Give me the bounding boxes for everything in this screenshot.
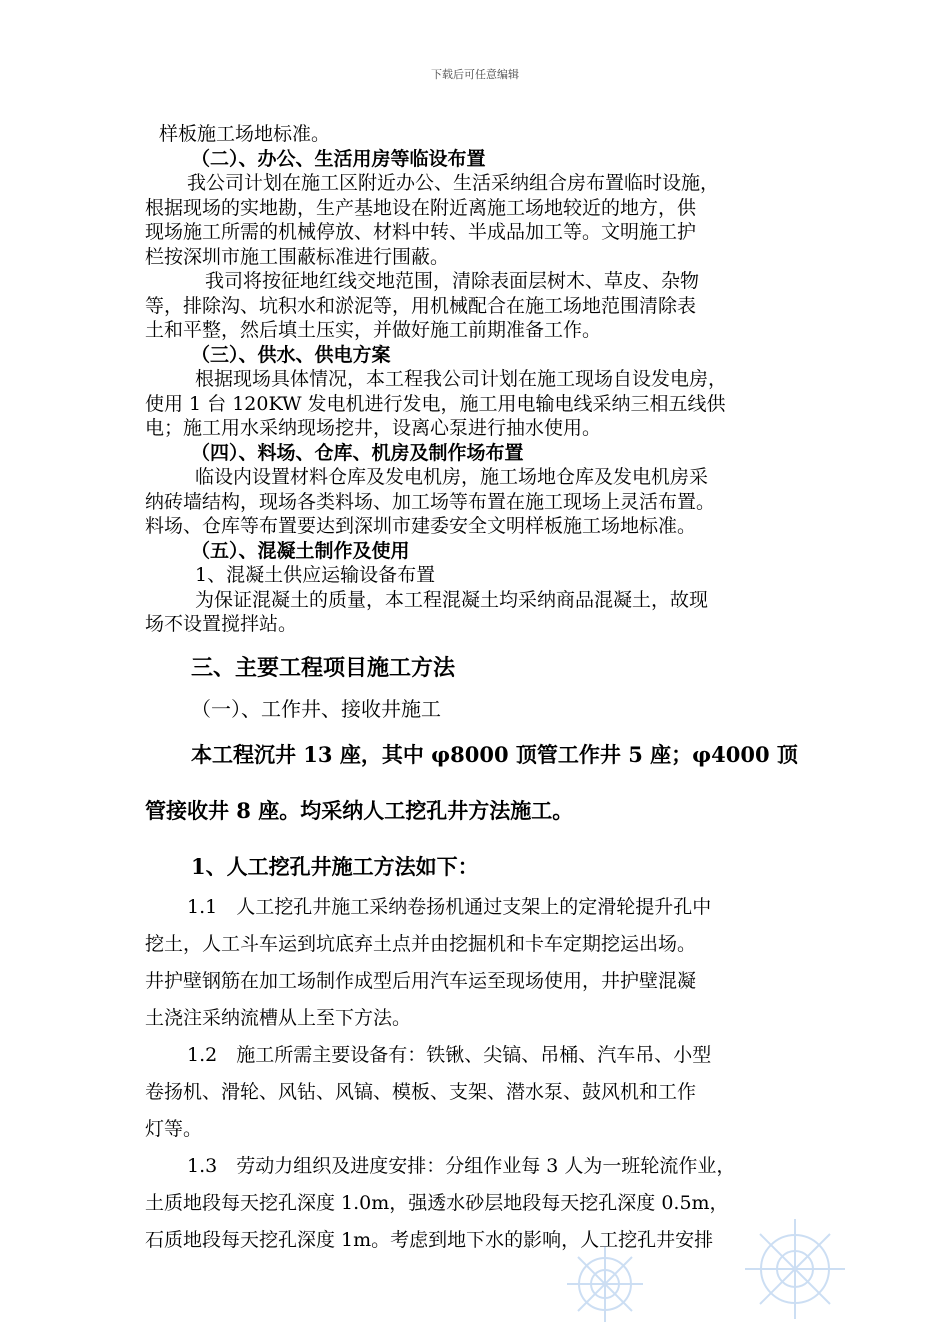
paragraph-line: 电；施工用水采纳现场挖井，设离心泵进行抽水使用。 — [145, 417, 602, 439]
paragraph-line: 根据现场具体情况，本工程我公司计划在施工现场自设发电房， — [195, 368, 728, 390]
paragraph-line: 土和平整，然后填土压实，并做好施工前期准备工作。 — [145, 319, 602, 341]
paragraph-line: 石质地段每天挖孔深度 1m。考虑到地下水的影响，人工挖孔井安排 — [145, 1228, 714, 1251]
paragraph-line: 栏按深圳市施工围蔽标准进行围蔽。 — [145, 245, 450, 268]
paragraph-line: 临设内设置材料仓库及发电机房，施工场地仓库及发电机房采 — [195, 466, 709, 488]
paragraph-line: 挖土，人工斗车运到坑底弃土点并由挖掘机和卡车定期挖运出场。 — [145, 932, 697, 955]
document-body — [145, 122, 825, 1259]
paragraph-line: 卷扬机、滑轮、风钻、风镐、模板、支架、潜水泵、鼓风机和工作 — [145, 1080, 697, 1103]
paragraph-line: 1、混凝土供应运输设备布置 — [195, 564, 436, 586]
paragraph-line: 为保证混凝土的质量，本工程混凝土均采纳商品混凝土，故现 — [195, 588, 709, 611]
chapter-heading: 三、主要工程项目施工方法 — [191, 654, 456, 681]
snowflake-watermark-icon — [545, 1214, 865, 1324]
page-header: 下载后可任意编辑 — [431, 68, 519, 81]
paragraph-line: 纳砖墙结构，现场各类料场、加工场等布置在施工现场上灵活布置。 — [145, 490, 716, 513]
section-heading-office: （二）、办公、生活用房等临设布置 — [191, 147, 486, 170]
paragraph-line: 使用 1 台 120KW 发电机进行发电，施工用电输电线采纳三相五线供 — [145, 392, 726, 415]
section-heading-yard: （四）、料场、仓库、机房及制作场布置 — [191, 441, 524, 464]
paragraph-line-bold: 本工程沉井 13 座，其中 φ8000 顶管工作井 5 座；φ4000 顶 — [191, 741, 798, 767]
paragraph-line: 料场、仓库等布置要达到深圳市建委安全文明样板施工场地标准。 — [145, 515, 697, 537]
paragraph-line: 场不设置搅拌站。 — [145, 613, 298, 635]
paragraph-line: 土质地段每天挖孔深度 1.0m，强透水砂层地段每天挖孔深度 0.5m， — [145, 1191, 729, 1214]
section-heading-concrete: （五）、混凝土制作及使用 — [191, 539, 410, 562]
paragraph-line: 1.1 人工挖孔井施工采纳卷扬机通过支架上的定滑轮提升孔中 — [187, 895, 712, 918]
paragraph-line: 灯等。 — [145, 1117, 203, 1140]
paragraph-line: 土浇注采纳流槽从上至下方法。 — [145, 1006, 412, 1029]
subsection-heading-manual: 1、人工挖孔井施工方法如下： — [191, 853, 479, 879]
paragraph-line: 根据现场的实地勘，生产基地设在附近离施工场地较近的地方，供 — [145, 196, 697, 219]
paragraph-line: 井护壁钢筋在加工场制作成型后用汽车运至现场使用，井护壁混凝 — [145, 969, 697, 992]
paragraph-line-bold: 管接收井 8 座。均采纳人工挖孔井方法施工。 — [145, 797, 574, 823]
paragraph-line: 我公司计划在施工区附近办公、生活采纳组合房布置临时设施， — [187, 172, 720, 194]
paragraph-line: 我司将按征地红线交地范围，清除表面层树木、草皮、杂物 — [205, 270, 700, 292]
paragraph-line: 样板施工场地标准。 — [159, 123, 331, 145]
section-heading-wells: （一）、工作井、接收井施工 — [191, 696, 441, 721]
section-heading-power: （三）、供水、供电方案 — [191, 343, 391, 366]
paragraph-line: 1.3 劳动力组织及进度安排：分组作业每 3 人为一班轮流作业， — [187, 1154, 736, 1177]
paragraph-line: 等，排除沟、坑积水和淤泥等，用机械配合在施工场地范围清除表 — [145, 294, 697, 317]
paragraph-line: 1.2 施工所需主要设备有：铁锹、尖镐、吊桶、汽车吊、小型 — [187, 1043, 712, 1066]
paragraph-line: 现场施工所需的机械停放、材料中转、半成品加工等。文明施工护 — [145, 221, 697, 243]
